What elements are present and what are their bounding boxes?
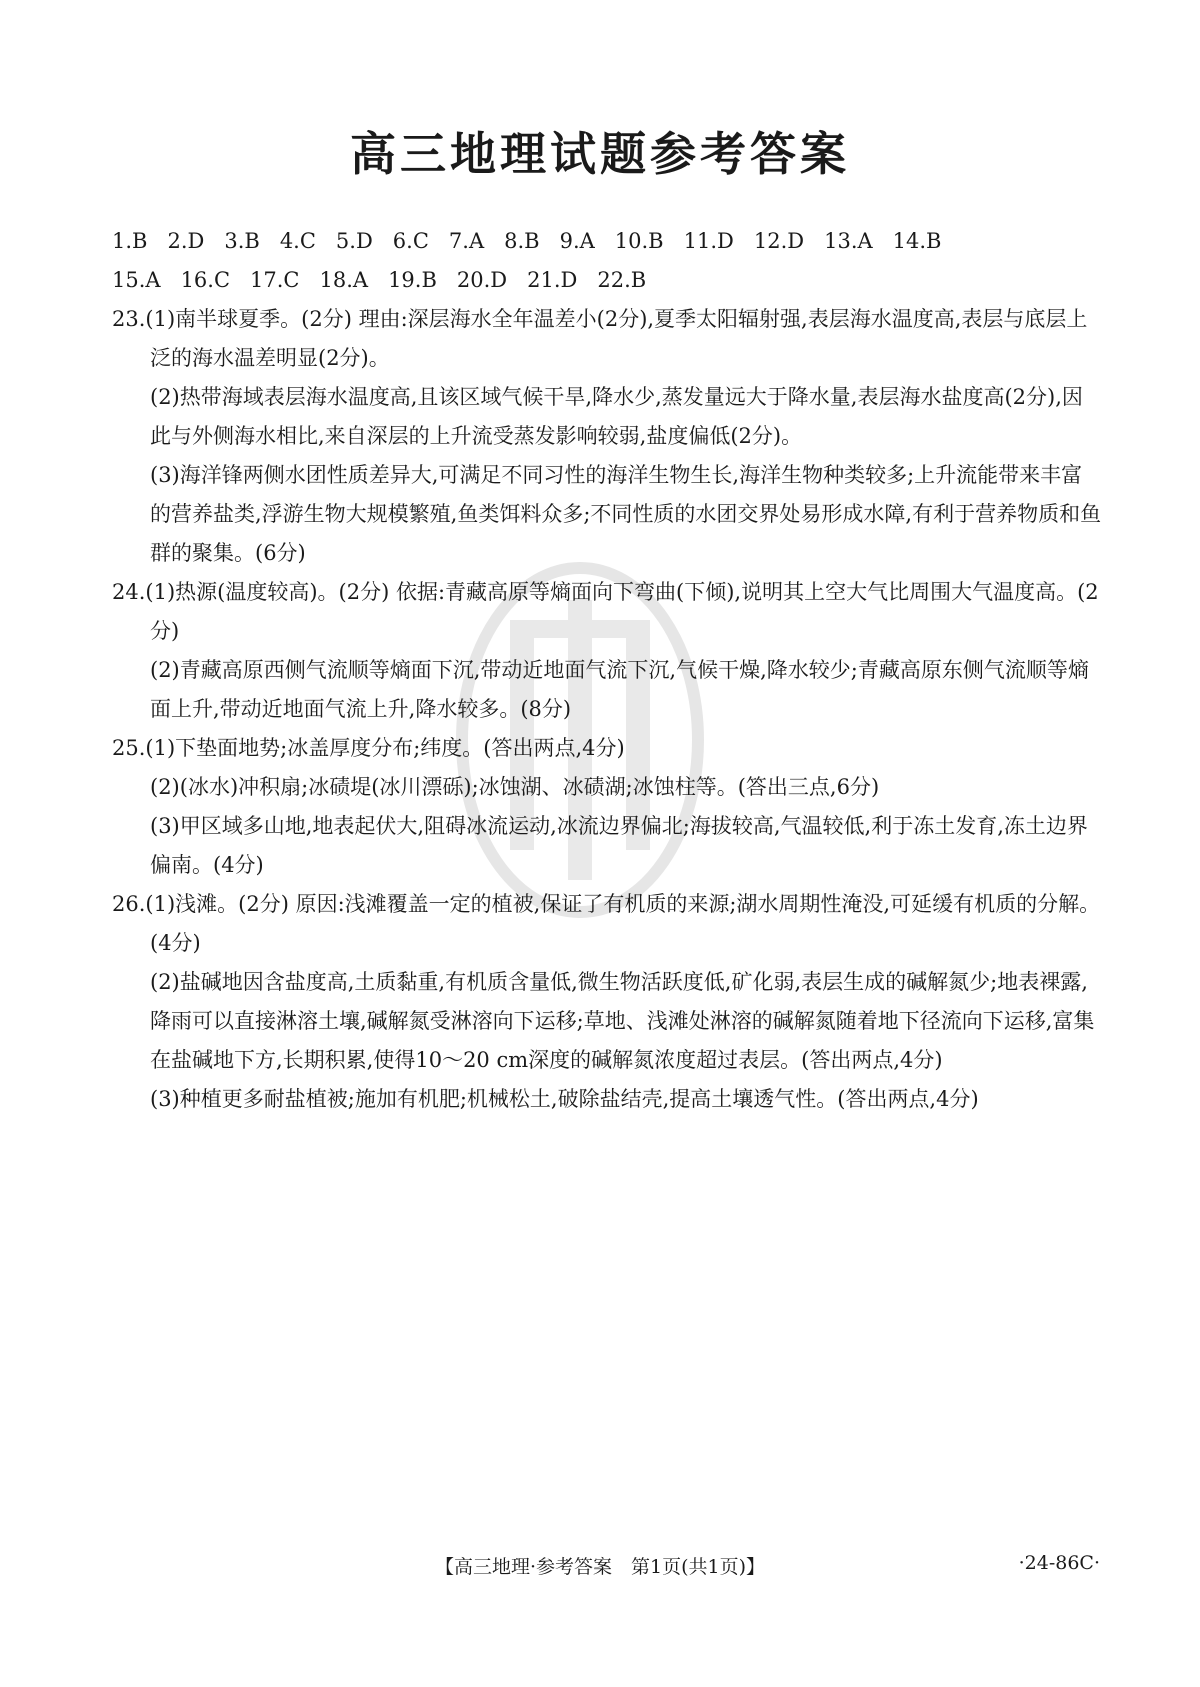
mc-answer: 7.A [448,229,485,253]
footer-code: ·24-86C· [1018,1552,1100,1574]
q25-part2: (2)(冰水)冲积扇;冰碛堤(冰川漂砾);冰蚀湖、冰碛湖;冰蚀柱等。(答出三点,6分) [150,775,880,799]
mc-answer: 9.A [559,229,595,253]
q23-part3: (3)海洋锋两侧水团性质差异大,可满足不同习性的海洋生物生长,海洋生物种类较多;上升流能带来丰富的营养盐类,浮游生物大规模繁殖,鱼类饵料众多;不同性质的水团交界处易形成水障,有利于营养物质和鱼群的聚集。(6分) [150,463,1102,565]
mc-answer: 13.A [824,229,873,253]
mc-answer: 5.D [335,229,373,253]
q23-part1: 23.(1)南半球夏季。(2分) 理由:深层海水全年温差小(2分),夏季太阳辐射强,表层海水温度高,表层与底层上泛的海水温差明显(2分)。 [112,307,1088,370]
q25-part3: (3)甲区域多山地,地表起伏大,阻碍冰流运动,冰流边界偏北;海拔较高,气温较低,利于冻土发育,冻土边界偏南。(4分) [150,814,1088,877]
q26-part3: (3)种植更多耐盐植被;施加有机肥;机械松土,破除盐结壳,提高土壤透气性。(答出两点,4分) [150,1087,979,1111]
mc-answer: 8.B [504,229,540,253]
mc-answer: 11.D [683,229,734,253]
mc-answer: 12.D [753,229,805,253]
mc-answers-row-1 [112,222,1102,261]
q26-part2: (2)盐碱地因含盐度高,土质黏重,有机质含量低,微生物活跃度低,矿化弱,表层生成的碱解氮少;地表裸露,降雨可以直接淋溶土壤,碱解氮受淋溶向下运移;草地、浅滩处淋溶的碱解氮随着地下径流向下运移,富集在盐碱地下方,长期积累,使得10～20 cm深度的碱解氮浓度超过表层。(答出两点,4分) [150,970,1095,1072]
mc-answer: 21.D [527,268,578,292]
mc-answer: 10.B [614,229,664,253]
mc-answer: 22.B [597,268,647,292]
q24-part2: (2)青藏高原西侧气流顺等熵面下沉,带动近地面气流下沉,气候干燥,降水较少;青藏高原东侧气流顺等熵面上升,带动近地面气流上升,降水较多。(8分) [150,658,1089,721]
mc-answer: 16.C [180,268,231,292]
q23-part2: (2)热带海域表层海水温度高,且该区域气候干旱,降水少,蒸发量远大于降水量,表层海水盐度高(2分),因此与外侧海水相比,来自深层的上升流受蒸发影响较弱,盐度偏低(2分)。 [150,385,1083,448]
mc-answer: 4.C [279,229,316,253]
mc-answer: 6.C [392,229,429,253]
mc-answer: 1.B [112,229,148,253]
mc-answer: 19.B [388,268,437,292]
mc-answer: 17.C [250,268,300,292]
q25-part1: 25.(1)下垫面地势;冰盖厚度分布;纬度。(答出两点,4分) [112,736,625,760]
mc-answer: 3.B [224,229,260,253]
mc-answers-row-2 [112,261,1102,300]
page-title: 高三地理试题参考答案 [350,127,850,181]
mc-answer: 18.A [319,268,369,292]
footer-page-info: 【高三地理·参考答案 第1页(共1页)】 [434,1556,766,1578]
answer-content [112,222,1102,1119]
mc-answer: 14.B [892,229,942,253]
mc-answer: 20.D [456,268,508,292]
mc-answer: 15.A [112,268,161,292]
q26-part1: 26.(1)浅滩。(2分) 原因:浅滩覆盖一定的植被,保证了有机质的来源;湖水周期性淹没,可延缓有机质的分解。(4分) [112,892,1101,955]
q24-part1: 24.(1)热源(温度较高)。(2分) 依据:青藏高原等熵面向下弯曲(下倾),说明其上空大气比周围大气温度高。(2分) [112,580,1099,643]
mc-answer: 2.D [167,229,205,253]
